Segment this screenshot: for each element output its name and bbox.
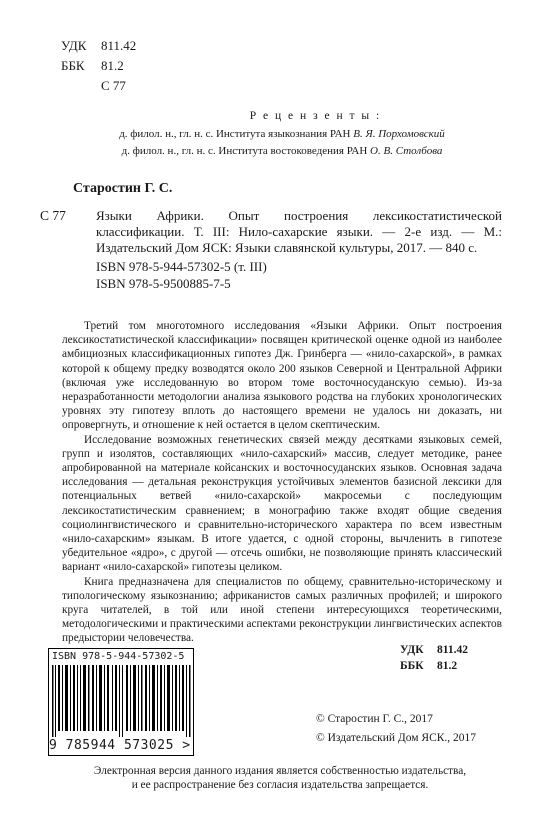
author-code: С 77 <box>40 208 66 223</box>
isbn-set: ISBN 978-5-9500885-7-5 <box>96 276 231 291</box>
barcode-digits: 9 785944 573025 > <box>49 738 191 753</box>
reviewer-1-affiliation: д. филол. н., гл. н. с. Института языкознания РАН <box>119 128 354 140</box>
reviewer-2-name: О. В. Столбова <box>370 145 443 157</box>
author-name: Старостин Г. С. <box>73 181 173 196</box>
abstract-paragraph-3: Книга предназначена для специалистов по общему, сравнительно-историческому и типологическому языкознанию; африканистов самых различных профилей; и широкого круга читателей, в той или иной степени интересующихся теоретическими, методологическими и практическими аспектами реконструкции лингвистических аспектов предыстории человечества. <box>62 575 502 645</box>
reviewer-2-affiliation: д. филол. н., гл. н. с. Института востоковедения РАН <box>121 145 371 157</box>
barcode-bars-icon <box>52 665 192 737</box>
bibliographic-description: Языки Африки. Опыт построения лексикостатистической классификации. Т. III: Нило-сахарские языки. — 2-е изд. — М.: Издательский Дом ЯСК: Языки славянской культуры, 2017. — 840 с. <box>96 208 502 255</box>
isbn-volume: ISBN 978-5-944-57302-5 (т. III) <box>96 259 267 274</box>
udk-value-bottom: 811.42 <box>437 644 468 656</box>
abstract <box>62 319 502 646</box>
bbk-value: 81.2 <box>101 58 124 73</box>
udk-label-bottom: УДК <box>400 644 424 656</box>
electronic-version-notice <box>40 764 520 792</box>
barcode-isbn-text: ISBN 978-5-944-57302-5 <box>52 651 185 662</box>
notice-line-1: Электронная версия данного издания является собственностью издательства, <box>93 765 467 777</box>
author-code-top: С 77 <box>101 78 126 93</box>
barcode <box>48 648 194 756</box>
udk-label: УДК <box>61 38 87 53</box>
bbk-label-bottom: ББК <box>400 660 424 672</box>
copyright-publisher: © Издательский Дом ЯСК., 2017 <box>316 732 477 744</box>
bbk-label: ББК <box>61 58 85 73</box>
bbk-value-bottom: 81.2 <box>437 660 458 672</box>
udk-value: 811.42 <box>101 38 137 53</box>
reviewers-title: Р е ц е н з е н т ы : <box>249 110 382 122</box>
reviewer-2 <box>82 145 482 157</box>
reviewer-1-name: В. Я. Порхомовский <box>353 128 445 140</box>
copyright-author: © Старостин Г. С., 2017 <box>316 713 433 725</box>
abstract-paragraph-1: Третий том многотомного исследования «Языки Африки. Опыт построения лексикостатистической классификации» посвящен критической оценке одной из наиболее амбициозных классификационных гипотез Дж. Гринберга — «нило-сахарской», в рамках которой к общему предку возводятся около 200 языков Северной и Центральной Африки (включая уже исследованную во втором томе восточносуданскую семью). Из-за неразработанности методологии анализа языкового родства на глубоких хронологических уровнях эту гипотезу вплоть до настоящего времени не удалось ни доказать, ни опровергнуть, и отношение к ней остается в целом скептическим. <box>62 320 502 432</box>
abstract-paragraph-2: Исследование возможных генетических связей между десятками языковых семей, групп и изолятов, составляющих «нило-сахарский» массив, следует методике, ранее апробированной на материале койсанских и восточносуданских языков. Основная задача исследования — детальная реконструкция устойчивых элементов базисной лексики для потенциальных ветвей «нило-сахарской» макросемьи с последующим лексикостатистическим сравнением; в монографию также входят общие сведения социолингвистического и сравнительно-исторического характера по всем известным «нило-сахарским» языкам. В итоге удается, с одной стороны, вычленить в гипотезе убедительное «ядро», с другой — отсечь ошибки, не позволяющие принять классический вариант «нило-сахарской» гипотезы целиком. <box>62 433 502 574</box>
reviewer-1 <box>82 128 482 140</box>
notice-line-2: и ее распространение без согласия издательства запрещается. <box>131 779 429 791</box>
